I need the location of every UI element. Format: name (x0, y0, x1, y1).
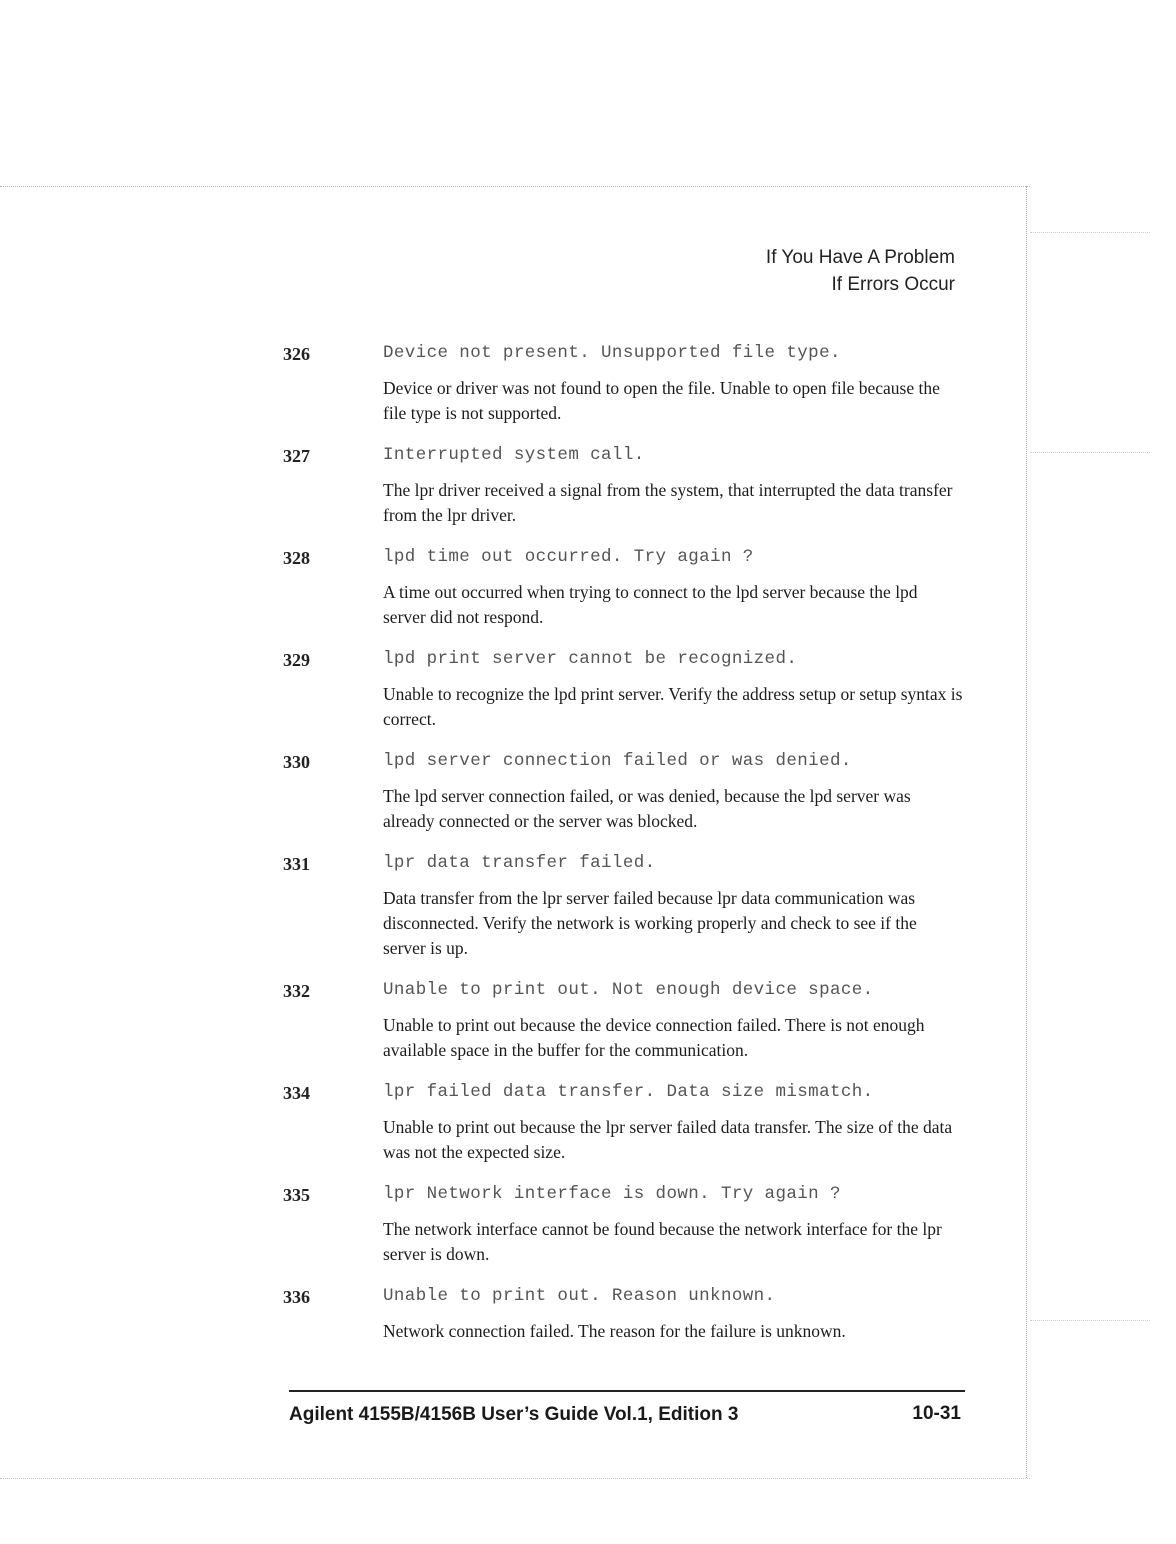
error-code: 329 (283, 650, 310, 670)
error-message: lpd server connection failed or was denied. (383, 751, 852, 771)
error-code: 328 (283, 548, 310, 568)
error-description: Unable to recognize the lpd print server. Verify the address setup or setup syntax is correct. (383, 684, 963, 729)
error-description: A time out occurred when trying to connect to the lpd server because the lpd server did not respond. (383, 582, 918, 627)
error-description: The lpd server connection failed, or was denied, because the lpd server was already connected or the server was blocked. (383, 786, 911, 831)
error-description: Data transfer from the lpr server failed because lpr data communication was disconnected. Verify the network is working properly and check to see if the server is up. (383, 888, 917, 958)
error-message: lpd print server cannot be recognized. (383, 649, 798, 669)
error-code: 335 (283, 1185, 310, 1205)
footer-rule (289, 1390, 965, 1392)
error-entry (283, 340, 973, 426)
scan-mark (1030, 452, 1150, 453)
scan-edge-bottom (0, 1478, 1030, 1479)
error-description: Unable to print out because the lpr server failed data transfer. The size of the data was not the expected size. (383, 1117, 953, 1162)
error-code: 332 (283, 981, 310, 1001)
header-section: If Errors Occur (831, 274, 955, 295)
error-message: Unable to print out. Not enough device space. (383, 980, 874, 1000)
error-code: 331 (283, 854, 310, 874)
footer-title: Agilent 4155B/4156B User’s Guide Vol.1, Edition 3 (289, 1404, 739, 1425)
scan-mark (1030, 232, 1150, 233)
error-code: 336 (283, 1287, 310, 1307)
error-description: The lpr driver received a signal from the system, that interrupted the data transfer from the lpr driver. (383, 480, 953, 525)
error-entry (283, 544, 973, 630)
error-message: Unable to print out. Reason unknown. (383, 1286, 776, 1306)
error-message: lpr data transfer failed. (383, 853, 656, 873)
error-message: lpr Network interface is down. Try again ? (383, 1184, 841, 1204)
error-message: lpd time out occurred. Try again ? (383, 547, 754, 567)
error-code: 326 (283, 344, 310, 364)
header-chapter: If You Have A Problem (765, 247, 955, 268)
scan-edge-top (0, 186, 1030, 187)
error-message: lpr failed data transfer. Data size mismatch. (383, 1082, 874, 1102)
error-description: The network interface cannot be found because the network interface for the lpr server is down. (383, 1219, 942, 1264)
error-message: Interrupted system call. (383, 445, 645, 465)
error-entry (283, 442, 973, 528)
scan-edge-right (1026, 186, 1027, 1478)
error-entry (283, 850, 973, 961)
error-entry (283, 1181, 973, 1267)
error-entry (283, 977, 973, 1063)
error-code: 327 (283, 446, 310, 466)
error-entry (283, 748, 973, 834)
error-message: Device not present. Unsupported file type. (383, 343, 841, 363)
error-code: 330 (283, 752, 310, 772)
error-list (283, 340, 973, 1360)
error-description: Device or driver was not found to open the file. Unable to open file because the file type is not supported. (383, 378, 940, 423)
scan-mark (1030, 1320, 1150, 1321)
error-entry (283, 646, 973, 732)
error-description: Network connection failed. The reason for the failure is unknown. (383, 1321, 846, 1341)
error-description: Unable to print out because the device connection failed. There is not enough available space in the buffer for the communication. (383, 1015, 925, 1060)
error-entry (283, 1283, 973, 1344)
error-entry (283, 1079, 973, 1165)
page-number: 10-31 (912, 1403, 961, 1424)
error-code: 334 (283, 1083, 310, 1103)
running-header (766, 244, 955, 298)
